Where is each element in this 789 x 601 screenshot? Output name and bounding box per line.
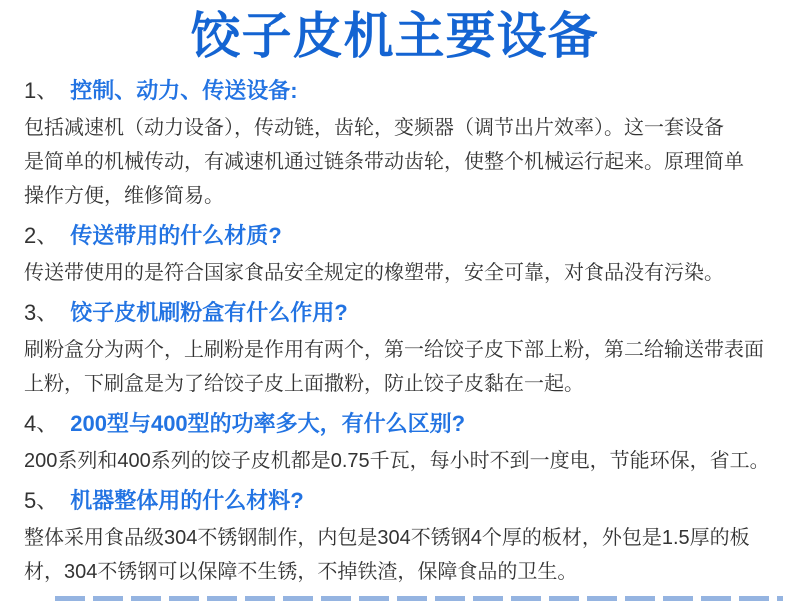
section-2-heading — [24, 221, 765, 251]
body-line: 材，304不锈钢可以保障不生锈，不掉铁渣，保障食品的卫生。 — [24, 561, 578, 583]
section-2 — [24, 221, 765, 290]
body-line: 整体采用食品级304不锈钢制作，内包是304不锈钢4个厚的板材，外包是1.5厚的板 — [24, 527, 750, 549]
section-4-heading — [24, 409, 765, 439]
section-4-heading-text: 200型与400型的功率多大，有什么区别? — [70, 411, 466, 436]
section-5-heading — [24, 486, 765, 516]
section-3-body — [24, 333, 765, 401]
section-5-body — [24, 521, 765, 589]
body-line: 刷粉盒分为两个，上刷粉是作用有两个，第一给饺子皮下部上粉，第二给输送带表面 — [24, 339, 764, 361]
section-4-number: 4、 — [24, 411, 59, 436]
section-5-number: 5、 — [24, 488, 59, 513]
truncated-next-line — [55, 596, 783, 601]
body-line: 200系列和400系列的饺子皮机都是0.75千瓦，每小时不到一度电，节能环保，省工。 — [24, 450, 770, 472]
section-2-body — [24, 256, 765, 290]
section-5 — [24, 486, 765, 589]
section-2-heading-text: 传送带用的什么材质? — [70, 223, 282, 248]
section-3-heading-text: 饺子皮机刷粉盒有什么作用? — [70, 300, 348, 325]
document-page — [0, 8, 789, 601]
body-line: 操作方便，维修简易。 — [24, 185, 224, 207]
section-5-heading-text: 机器整体用的什么材料? — [70, 488, 304, 513]
body-line: 传送带使用的是符合国家食品安全规定的橡塑带，安全可靠，对食品没有污染。 — [24, 262, 724, 284]
page-title: 饺子皮机主要设备 — [190, 8, 599, 64]
body-line: 包括减速机（动力设备），传动链，齿轮，变频器（调节出片效率）。这一套设备 — [24, 117, 724, 139]
section-1-heading — [24, 76, 765, 106]
section-1-number: 1、 — [24, 78, 59, 103]
section-4 — [24, 409, 770, 478]
section-3-heading — [24, 298, 765, 328]
section-4-body — [24, 444, 770, 478]
body-line: 上粉，下刷盒是为了给饺子皮上面撒粉，防止饺子皮黏在一起。 — [24, 373, 584, 395]
section-2-number: 2、 — [24, 223, 59, 248]
section-3 — [24, 298, 765, 401]
section-3-number: 3、 — [24, 300, 59, 325]
body-line: 是简单的机械传动，有减速机通过链条带动齿轮，使整个机械运行起来。原理简单 — [24, 151, 744, 173]
section-1-body — [24, 111, 765, 213]
section-1 — [24, 76, 765, 213]
section-1-heading-text: 控制、动力、传送设备: — [70, 78, 298, 103]
